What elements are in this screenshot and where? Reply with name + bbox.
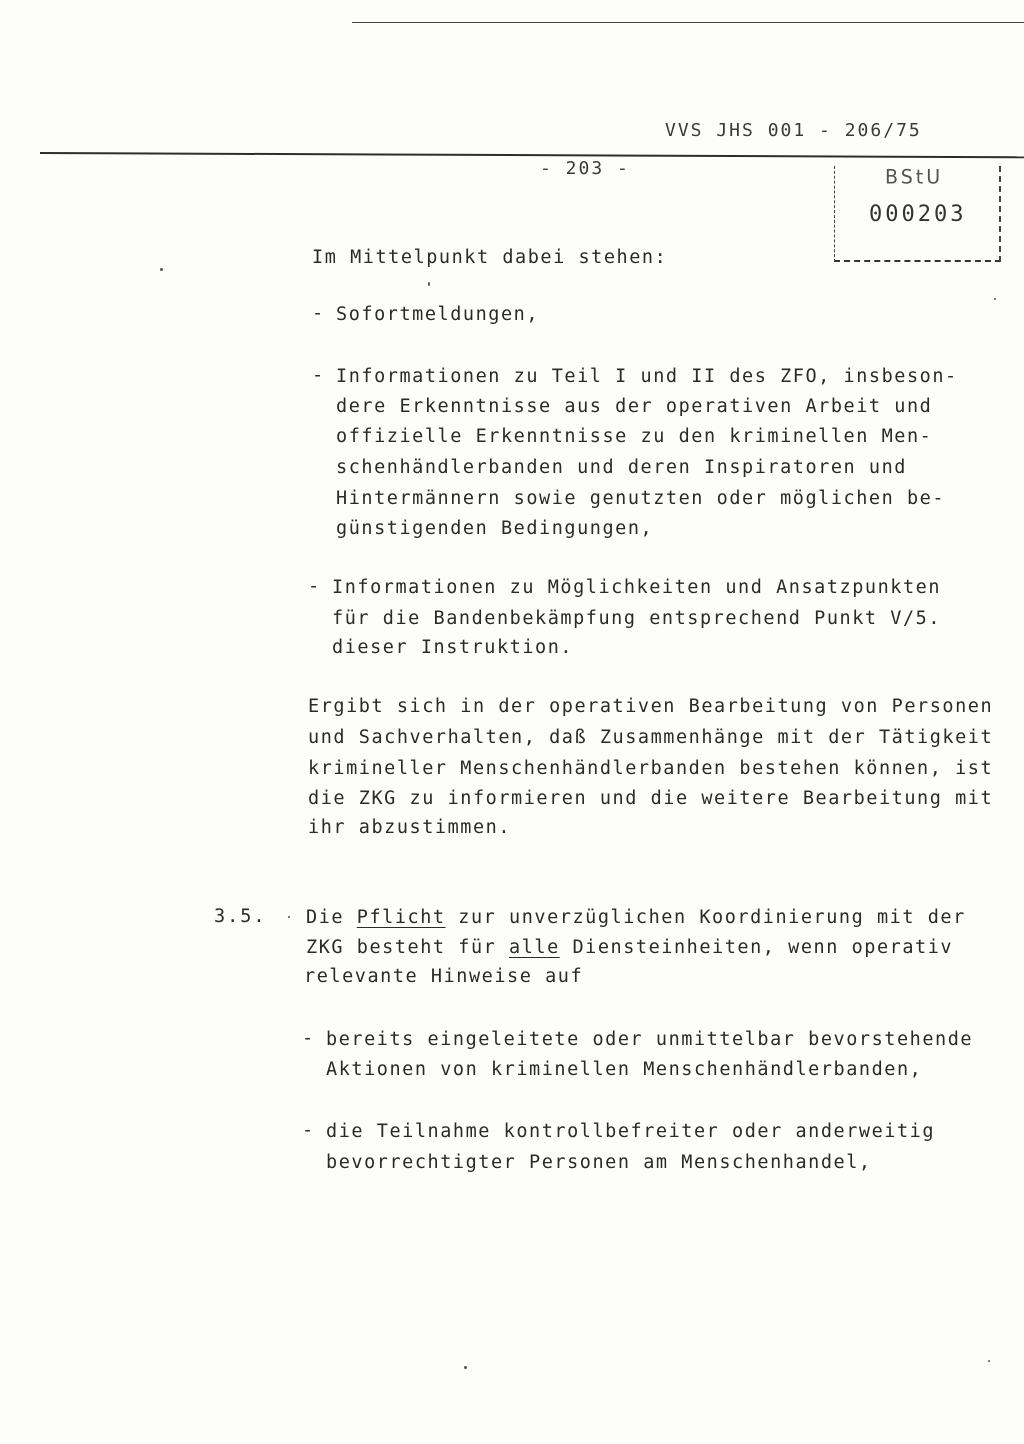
scan-speck <box>988 1360 990 1362</box>
bullet-text: Hintermännern sowie genutzten oder möglichen be- <box>336 488 946 509</box>
intro-line: Im Mittelpunkt dabei stehen: <box>312 247 668 268</box>
stamp-label: BStU <box>885 165 944 189</box>
section-number: 3.5. <box>214 906 267 927</box>
scan-speck <box>428 282 430 286</box>
section-text: Die <box>306 907 357 928</box>
bullet-text: Aktionen von kriminellen Menschenhändlerbanden, <box>326 1059 923 1080</box>
bullet-text: Sofortmeldungen, <box>336 304 540 325</box>
bullet-dash: - <box>308 576 321 597</box>
bullet-text: Informationen zu Möglichkeiten und Ansatzpunkten <box>332 577 942 598</box>
paragraph-line: krimineller Menschenhändlerbanden bestehen können, ist <box>308 758 994 779</box>
document-reference: VVS JHS 001 - 206/75 <box>665 120 922 141</box>
bullet-text: günstigenden Bedingungen, <box>336 518 654 539</box>
bullet-dash: - <box>312 365 325 386</box>
underlined-word: alle <box>509 937 560 958</box>
scan-speck <box>160 268 163 271</box>
scan-speck <box>464 1366 467 1369</box>
archive-stamp <box>834 166 1001 262</box>
section-line: relevante Hinweise auf <box>304 966 584 987</box>
scan-speck <box>994 298 996 300</box>
bullet-text: offizielle Erkenntnisse zu den kriminellen Men- <box>336 426 933 447</box>
scan-speck <box>288 916 290 918</box>
underlined-word: Pflicht <box>356 907 446 928</box>
bullet-text: schenhändlerbanden und deren Inspiratoren und <box>336 457 907 478</box>
bullet-text: Informationen zu Teil I und II des ZFO, insbeson- <box>336 366 958 387</box>
paragraph-line: und Sachverhalten, daß Zusammenhänge mit der Tätigkeit <box>308 727 994 748</box>
bullet-text: bevorrechtigter Personen am Menschenhandel, <box>326 1152 872 1173</box>
bullet-dash: - <box>312 303 325 324</box>
bullet-dash: - <box>302 1028 315 1049</box>
bullet-text: die Teilnahme kontrollbefreiter oder anderweitig <box>326 1121 936 1142</box>
page-number: - 203 - <box>540 158 630 179</box>
paragraph-line: ihr abzustimmen. <box>308 817 512 838</box>
section-text: ZKG besteht für <box>306 937 510 958</box>
bullet-text: bereits eingeleitete oder unmittelbar bevorstehende <box>326 1029 974 1050</box>
paragraph-line: die ZKG zu informieren und die weitere Bearbeitung mit <box>308 788 994 809</box>
bullet-text: dere Erkenntnisse aus der operativen Arbeit und <box>336 396 933 417</box>
bullet-text: dieser Instruktion. <box>332 637 574 658</box>
section-line <box>306 933 953 964</box>
section-text: Diensteinheiten, wenn operativ <box>559 937 954 958</box>
top-rule <box>352 22 1024 23</box>
header-rule <box>40 152 1024 158</box>
stamp-number: 000203 <box>869 202 967 227</box>
bullet-dash: - <box>302 1120 315 1141</box>
paragraph-line: Ergibt sich in der operativen Bearbeitung von Personen <box>308 696 994 717</box>
section-line <box>306 903 966 934</box>
bullet-text: für die Bandenbekämpfung entsprechend Punkt V/5. <box>332 608 942 629</box>
section-text: zur unverzüglichen Koordinierung mit der <box>445 907 966 928</box>
